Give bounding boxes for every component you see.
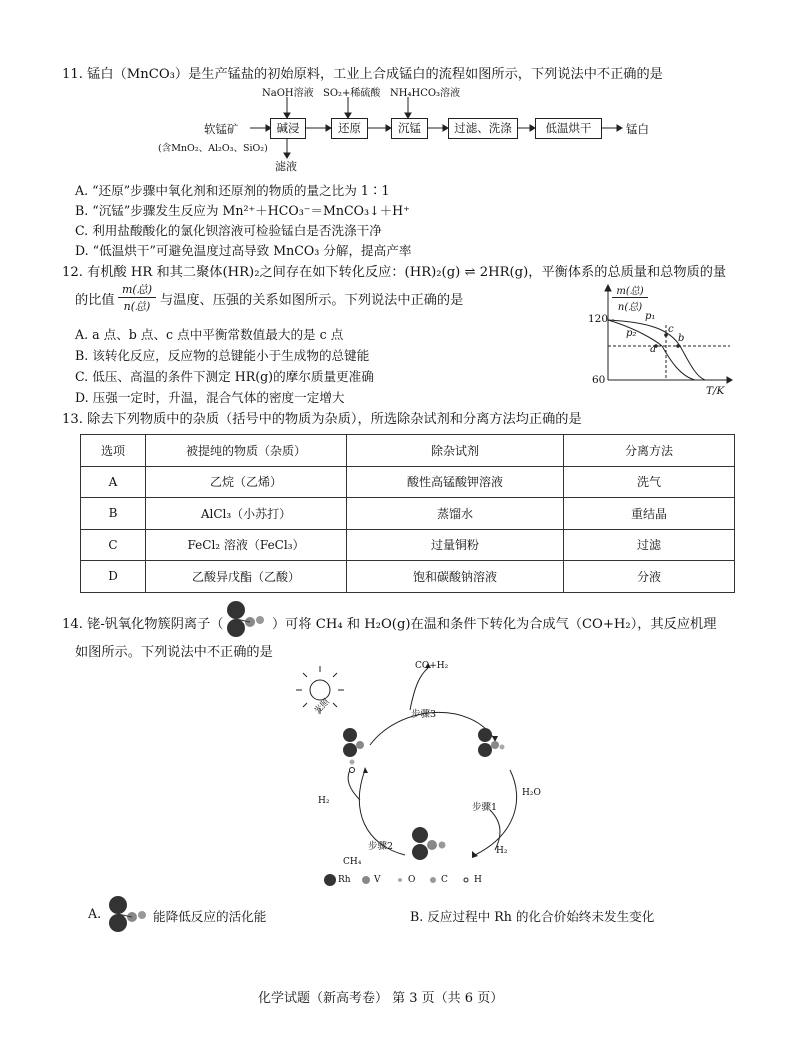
- cycle-h2-right: H₂: [496, 846, 508, 856]
- graph-c-label: c: [668, 324, 674, 335]
- q12-stem-line2-pre: 的比值: [75, 293, 115, 308]
- cycle-light: 光照: [312, 697, 332, 717]
- graph-ylabel-den: n(总): [612, 297, 648, 313]
- q11-stem: 11. 锰白（MnCO₃）是生产锰盐的初始原料，工业上合成锰白的流程如图所示，下列说法中不正确的是: [62, 67, 663, 82]
- q11-option-b: B. “沉锰”步骤发生反应为 Mn²⁺＋HCO₃⁻＝MnCO₃↓＋H⁺: [75, 203, 410, 218]
- flow-arrows: [0, 0, 794, 180]
- flow-step-reduce: 还原: [331, 118, 368, 139]
- q12-frac-den: n(总): [118, 297, 156, 314]
- cell: 过滤: [564, 529, 735, 561]
- graph-point-b: [676, 344, 680, 348]
- cell: C: [81, 529, 146, 561]
- q12-option-d: D. 压强一定时，升温，混合气体的密度一定增大: [75, 390, 345, 405]
- q13-stem: 13. 除去下列物质中的杂质（括号中的物质为杂质），所选除杂试剂和分离方法均正确的是: [62, 412, 582, 427]
- flow-reagent-naoh: NaOH溶液: [262, 88, 314, 99]
- q12-frac-num: m(总): [121, 283, 152, 296]
- cell: 洗气: [564, 466, 735, 498]
- flow-start: 软锰矿: [204, 122, 239, 136]
- cycle-h2-left: H₂: [318, 796, 330, 806]
- flow-end: 锰白: [626, 122, 649, 136]
- cluster-bottom: [412, 827, 446, 860]
- q14-option-b: B. 反应过程中 Rh 的化合价始终未发生变化: [410, 909, 655, 924]
- flow-step-dry: 低温烘干: [535, 118, 602, 139]
- cell: 过量铜粉: [347, 529, 564, 561]
- graph-y-low: 60: [592, 374, 606, 386]
- table-row: [81, 466, 735, 498]
- graph-ylabel-num: m(总): [616, 286, 644, 297]
- graph-b-label: b: [678, 333, 685, 344]
- cluster-icon-inline: [222, 598, 270, 640]
- page-footer: 化学试题（新高考卷） 第 3 页（共 6 页）: [258, 991, 504, 1006]
- th-method: 分离方法: [564, 435, 735, 467]
- graph-p2-label: p₂: [626, 328, 637, 339]
- cell: 蒸馏水: [347, 498, 564, 530]
- cluster-left: [343, 728, 364, 773]
- graph-xlabel: T/K: [706, 385, 725, 397]
- q14-stem-post: ）可将 CH₄ 和 H₂O(g)在温和条件下转化为合成气（CO+H₂），其反应机理: [272, 617, 717, 632]
- cell: B: [81, 498, 146, 530]
- cell: 乙烷（乙烯）: [146, 466, 347, 498]
- flow-byproduct: 滤液: [275, 160, 297, 173]
- legend-v: V: [374, 875, 381, 885]
- table-row: [81, 561, 735, 593]
- table-row: [81, 498, 735, 530]
- q13-table: [80, 434, 735, 593]
- q14-stem-pre: 14. 铑-钒氧化物簇阴离子（: [62, 617, 224, 632]
- q12-option-b: B. 该转化反应，反应物的总键能小于生成物的总键能: [75, 348, 370, 363]
- legend-rh: Rh: [338, 875, 351, 885]
- q14-option-a-text: 能降低反应的活化能: [153, 909, 267, 924]
- q11-option-a: A. “还原”步骤中氧化剂和还原剂的物质的量之比为 1∶1: [75, 183, 390, 198]
- graph-p1-label: p₁: [645, 311, 656, 322]
- q12-stem-line2-post: 与温度、压强的关系如图所示。下列说法中正确的是: [160, 293, 464, 308]
- legend-o: O: [408, 875, 416, 885]
- flow-step-filter-wash: 过滤、洗涤: [448, 118, 518, 139]
- q14-cycle-diagram: [280, 650, 580, 890]
- q14-option-a-label: A.: [88, 906, 102, 921]
- cell: A: [81, 466, 146, 498]
- cell: FeCl₂ 溶液（FeCl₃）: [146, 529, 347, 561]
- table-row: [81, 529, 735, 561]
- cell: 饱和碳酸钠溶液: [347, 561, 564, 593]
- cycle-h2o: H₂O: [522, 788, 541, 798]
- cell: 酸性高锰酸钾溶液: [347, 466, 564, 498]
- th-option: 选项: [81, 435, 146, 467]
- flow-step-alkali: 碱浸: [270, 118, 306, 139]
- q11-option-c: C. 利用盐酸酸化的氯化钡溶液可检验锰白是否洗涤干净: [75, 223, 382, 238]
- th-substance: 被提纯的物质（杂质）: [146, 435, 347, 467]
- q11-option-d: D. “低温烘干”可避免温度过高导致 MnCO₃ 分解，提高产率: [75, 243, 412, 258]
- cycle-step1: 步骤1: [472, 802, 498, 813]
- legend-h: H: [474, 875, 482, 885]
- cluster-icon-option-a: [104, 893, 152, 935]
- cell: 重结晶: [564, 498, 735, 530]
- q12-option-a: A. a 点、b 点、c 点中平衡常数值最大的是 c 点: [75, 327, 344, 342]
- table-header-row: [81, 435, 735, 467]
- q12-frac: [118, 281, 156, 314]
- flow-start-note: (含MnO₂、Al₂O₃、SiO₂): [158, 143, 268, 154]
- flow-step-precipitate: 沉锰: [391, 118, 428, 139]
- cycle-ch4: CH₄: [343, 857, 362, 867]
- graph-a-label: a: [650, 344, 656, 355]
- cycle-step2: 步骤2: [368, 841, 394, 852]
- q12-stem-line1: 12. 有机酸 HR 和其二聚体(HR)₂之间存在如下转化反应：(HR)₂(g) ⇌ 2HR(g)，平衡体系的总质量和总物质的量: [62, 265, 727, 280]
- cycle-step3: 步骤3: [411, 709, 437, 720]
- flow-reagent-nh4hco3: NH₄HCO₃溶液: [390, 88, 461, 99]
- legend-c: C: [441, 875, 448, 885]
- q12-option-c: C. 低压、高温的条件下测定 HR(g)的摩尔质量更准确: [75, 369, 374, 384]
- cluster-right: [478, 728, 505, 757]
- cell: 分液: [564, 561, 735, 593]
- flow-reagent-so2: SO₂+稀硫酸: [323, 88, 381, 99]
- cycle-top-product: CO+H₂: [415, 661, 449, 671]
- th-reagent: 除杂试剂: [347, 435, 564, 467]
- cell: AlCl₃（小苏打）: [146, 498, 347, 530]
- q14-stem-line2: 如图所示。下列说法中不正确的是: [75, 645, 273, 660]
- graph-y-high: 120: [588, 313, 609, 325]
- cell: D: [81, 561, 146, 593]
- cell: 乙酸异戊酯（乙酸）: [146, 561, 347, 593]
